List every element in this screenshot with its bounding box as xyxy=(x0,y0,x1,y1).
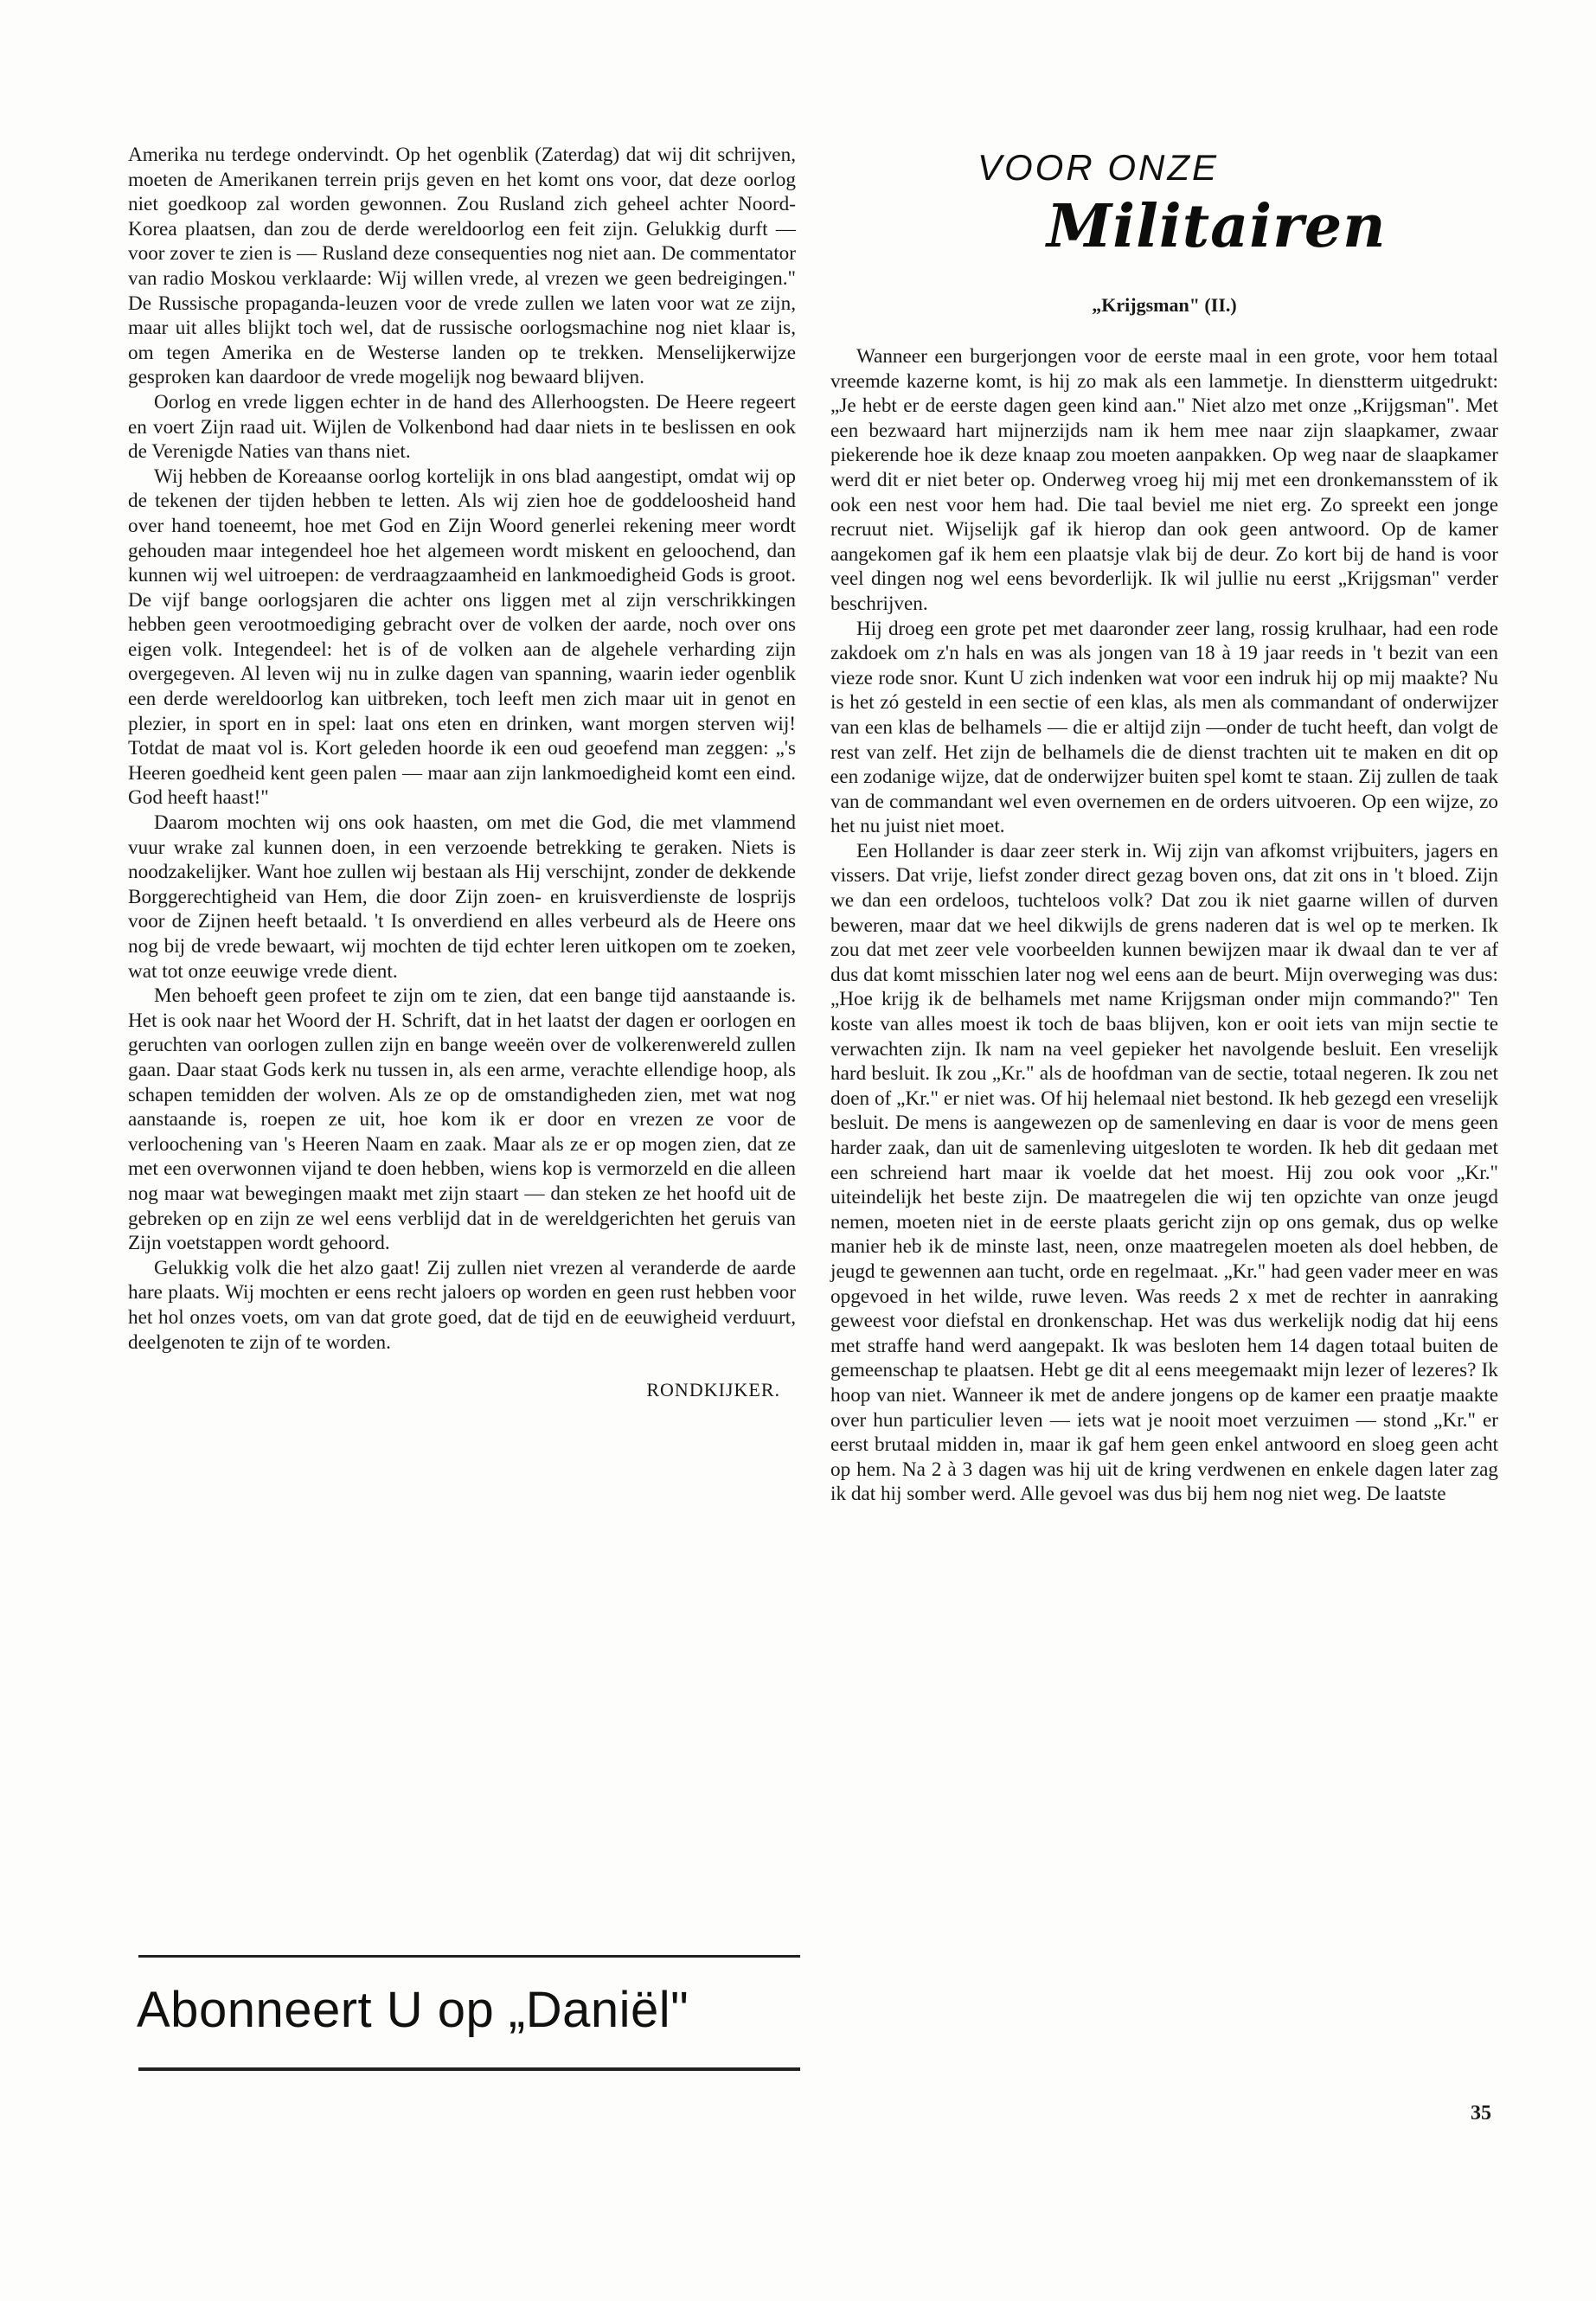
right-paragraph-3: Een Hollander is daar zeer sterk in. Wij zijn van afkomst vrijbuiters, jagers en vissers. Dat vrije, liefst zonder direct gezag boven ons, dat zit ons in 't bloed. Zijn we dan een ordeloos, tuchteloos volk? Dat zou ik niet gaarne willen of durven beweren, maar dat we heel dikwijls de grens naderen dat is wel op te merken. Ik zou dat met zeer vele voorbeelden kunnen bewijzen maar ik dwaal dan te ver af dus dat komt misschien later nog wel eens aan de beurt. Mijn overweging was dus: „Hoe krijg ik de belhamels met name Krijgsman onder mijn commando?" Ten koste van alles moest ik toch de baas blijven, kon er ooit iets van mijn sectie te verwachten zijn. Ik nam na veel gepieker het navolgende besluit. Een vreselijk hard besluit. Ik zou „Kr." als de hoofdman van de sectie, totaal negeren. Ik zou net doen of „Kr." er niet was. Of hij helemaal niet bestond. Ik heb gezegd een vreselijk besluit. De mens is aangewezen op de samenleving en daar is voor de mens geen harder zaak, dan uit de samenleving uitgesloten te worden. Ik heb dit gedaan met een schreiend hart maar ik voelde dat het moest. Hij zou ook voor „Kr." uiteindelijk het beste zijn. De maatregelen die wij ten opzichte van onze jeugd nemen, moeten niet in de eerste plaats gericht zijn op ons gemak, dus op welke manier heb ik de minste last, neen, onze maatregelen moeten als doel hebben, de jeugd te gewennen aan tucht, orde en regelmaat. „Kr." had geen vader meer en was opgevoed in het wilde, ruwe leven. Was reeds 2 x met de rechter in aanraking geweest voor diefstal en dronkenschap. Het was dus werkelijk nodig dat hij eens met straffe hand werd aangepakt. Ik was besloten hem 14 dagen totaal buiten de gemeenschap te plaatsen. Hebt ge dit al eens meegemaakt mijn lezer of lezeres? Ik hoop van niet. Wanneer ik met de andere jongens op de kamer een praatje maakte over hun particulier leven — iets wat je nooit moet verzuimen — stond „Kr." er eerst brutaal midden in, maar ik gaf hem geen enkel antwoord en sloeg geen acht op hem. Na 2 à 3 dagen was hij uit de kring verdwenen en enkele dagen later zag ik dat hij somber werd. Alle gevoel was dus bij hem nog niet weg. De laatste xyxy=(830,839,1498,1506)
article-subtitle: „Krijgsman" (II.) xyxy=(1092,294,1237,316)
left-paragraph-4: Daarom mochten wij ons ook haasten, om met die God, die met vlammend vuur wrake zal kunnen doen, in een verzoende betrekking te geraken. Niets is noodzakelijker. Want hoe zullen wij bestaan als Hij verschijnt, zonder de dekkende Borggerechtigheid van Hem, die door Zijn zoen- en kruisverdienste de losprijs voor de Zijnen heeft betaald. 't Is onverdiend en alles verbeurd als de Heere ons nog bij de vrede bewaart, wij mochten de tijd echter leren uitkopen om te zoeken, wat tot onze eeuwige vrede dient. xyxy=(128,811,796,983)
subscription-advertisement: Abonneert U op „Daniël" xyxy=(137,1982,689,2038)
right-paragraph-2: Hij droeg een grote pet met daaronder zeer lang, rossig krulhaar, had een rode zakdoek om z'n hals en was als jongen van 18 à 19 jaar reeds in 't bezit van een vieze rode snor. Kunt U zich indenken wat voor een indruk hij op mij maakte? Nu is het zó gesteld in een sectie of een klas, als men als commandant of onderwijzer van een klas de belhamels — die er altijd zijn —onder de tucht heeft, dan volgt de rest van zelf. Het zijn de belhamels die de dienst trachten uit te maken en dit op een zodanige wijze, dat de onderwijzer buiten spel komt te staan. Zij zullen de taak van de commandant wel even overnemen en de orders uitvoeren. Op een wijze, zo het nu juist niet moet. xyxy=(830,617,1498,838)
ad-top-rule xyxy=(138,1955,800,1958)
left-paragraph-1: Amerika nu terdege ondervindt. Op het ogenblik (Zaterdag) dat wij dit schrijven, moeten de Amerikanen terrein prijs geven en het komt ons voor, dat deze oorlog niet goedkoop zal worden gewonnen. Zou Rusland zich geheel achter Noord-Korea plaatsen, dan zou de derde wereldoorlog een feit zijn. Gelukkig durft — voor zover te zien is — Rusland deze consequenties nog niet aan. De commentator van radio Moskou verklaarde: Wij willen vrede, al vrezen we geen bedreigingen." De Russische propaganda-leuzen voor de vrede zullen we laten voor wat ze zijn, maar uit alles blijkt toch wel, dat de russische oorlogsmachine nog niet klaar is, om tegen Amerika en de Westerse landen op te trekken. Menselijkerwijze gesproken kan daardoor de vrede mogelijk nog bewaard blijven. xyxy=(128,144,796,389)
left-paragraph-2: Oorlog en vrede liggen echter in de hand des Allerhoogsten. De Heere regeert en voert Zijn raad uit. Wijlen de Volkenbond had daar niets in te beslissen en ook de Verenigde Naties van thans niet. xyxy=(128,390,796,464)
left-paragraph-6: Gelukkig volk die het alzo gaat! Zij zullen niet vrezen al veranderde de aarde hare plaats. Wij mochten er eens recht jaloers op worden en geen rust hebben voor het hol onzes voets, om van dat grote goed, dat de tijd en de eeuwigheid verduurt, deelgenoten te zijn of te worden. xyxy=(128,1256,796,1354)
left-paragraph-3: Wij hebben de Koreaanse oorlog kortelijk in ons blad aangestipt, omdat wij op de tekenen der tijden hebben te letten. Als wij zien hoe de goddeloosheid hand over hand toeneemt, hoe met God en Zijn Woord generlei rekening meer wordt gehouden maar integendeel hoe het algemeen wordt miskent en geloochend, dan kunnen wij wel uitroepen: de verdraagzaamheid en lankmoedigheid Gods is groot. De vijf bange oorlogsjaren die achter ons liggen met al zijn verschrikkingen hebben geen verootmoediging gebracht over de volken der aarde, noch over ons eigen volk. Integendeel: het is of de volken aan de algehele verharding zijn overgegeven. Al leven wij nu in zulke dagen van spanning, waarin ieder ogenblik een derde wereldoorlog kan uitbreken, toch leeft men zich maar uit in genot en plezier, in sport en in spel: laat ons eten en drinken, want morgen sterven wij! Totdat de maat vol is. Kort geleden hoorde ik een oud geoefend man zeggen: „'s Heeren goedheid kent geen palen — maar aan zijn lankmoedigheid komt een eind. God heeft haast!" xyxy=(128,465,796,810)
section-header-small: VOOR ONZE xyxy=(977,147,1220,188)
section-header-title: Militairen xyxy=(1047,192,1387,261)
author-signature: RONDKIJKER. xyxy=(646,1379,780,1401)
ad-bottom-rule xyxy=(138,2067,800,2071)
left-column xyxy=(128,143,796,1401)
right-column-body xyxy=(830,344,1498,1507)
page-number: 35 xyxy=(1471,2102,1491,2125)
right-paragraph-1: Wanneer een burgerjongen voor de eerste maal in een grote, voor hem totaal vreemde kazerne komt, is hij zo mak als een lammetje. In dienstterm uitgedrukt: „Je hebt er de eerste dagen geen kind aan." Niet alzo met onze „Krijgsman". Met een bezwaard hart mijnerzijds nam ik hem mee naar zijn slaapkamer, zwaar piekerende hoe ik deze knaap zou moeten aanpakken. Op weg naar de slaapkamer werd dit er niet beter op. Onderweg vroeg hij mij met een dronkemansstem of ik ook een nest voor hem had. Die taal beviel me niet erg. Zo spreekt een jonge recruut niet. Wijselijk gaf ik hierop dan ook geen antwoord. Op de kamer aangekomen gaf ik hem een plaatsje vlak bij de deur. Zo kort bij de hand is voor veel dingen nog wel eens bevorderlijk. Ik wil jullie nu eerst „Krijgsman" verder beschrijven. xyxy=(830,345,1498,615)
left-paragraph-5: Men behoeft geen profeet te zijn om te zien, dat een bange tijd aanstaande is. Het is ook naar het Woord der H. Schrift, dat in het laatst der dagen er oorlogen en geruchten van oorlogen zullen zijn en bange weeën over de volkerenwereld zullen gaan. Daar staat Gods kerk nu tussen in, als een arme, verachte ellendige hoop, als schapen temidden der wolven. Als ze op de omstandigheden zien, met wat nog aanstaande is, roepen ze uit, hoe kom ik er door en vrezen ze voor de verloochening van 's Heeren Naam en zaak. Maar als ze er op mogen zien, dat ze met een overwonnen vijand te doen hebben, wiens kop is vermorzeld en die alleen nog maar wat bewegingen maakt met zijn staart — dan steken ze het hoofd uit de gebreken op en zijn ze wel eens verblijd dat in de wereldgerichten het geruis van Zijn voetstappen wordt gehoord. xyxy=(128,984,796,1255)
